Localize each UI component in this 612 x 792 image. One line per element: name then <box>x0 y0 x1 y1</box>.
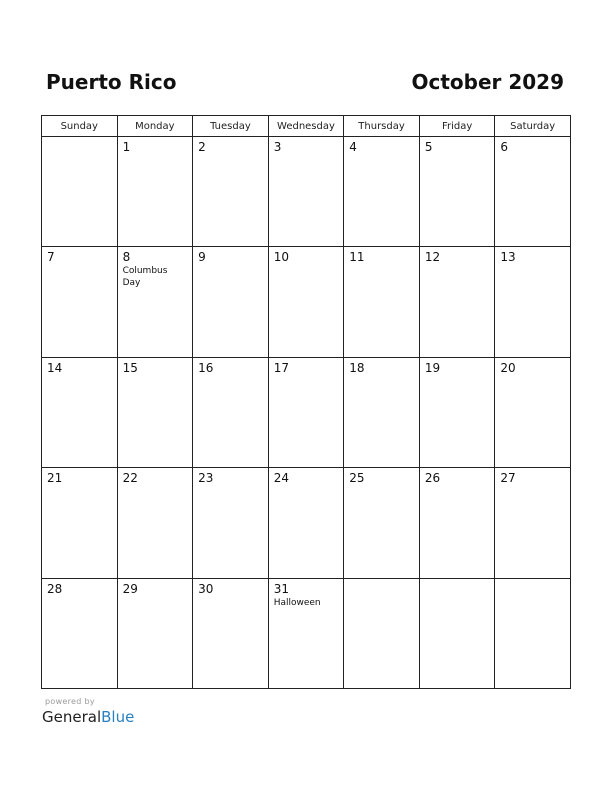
day-number: 9 <box>198 250 206 265</box>
day-number: 15 <box>122 360 138 375</box>
day-number: 5 <box>424 140 433 154</box>
weekday-header: Thursday <box>344 116 420 137</box>
day-cell <box>495 578 571 688</box>
day-cell <box>42 578 118 688</box>
day-cell <box>193 137 269 247</box>
day-cell <box>344 357 420 467</box>
weekday-header: Tuesday <box>193 116 269 137</box>
day-number: 4 <box>349 140 357 154</box>
day-cell <box>193 578 269 688</box>
day-number: 6 <box>500 140 509 154</box>
day-cell <box>268 468 344 578</box>
brand-blue-text: Blue <box>101 708 135 726</box>
day-cell <box>344 578 420 688</box>
day-number: 28 <box>47 581 63 596</box>
day-number: 20 <box>500 360 516 375</box>
brand-general-text: General <box>42 708 102 726</box>
day-number: 13 <box>500 250 516 265</box>
generalblue-logo[interactable] <box>42 708 134 726</box>
day-number: 16 <box>198 360 214 375</box>
day-cell <box>42 357 118 467</box>
powered-by-text: powered by <box>45 697 95 706</box>
day-number: 19 <box>424 360 441 375</box>
weekday-header: Wednesday <box>268 116 344 137</box>
day-number: 22 <box>122 471 138 486</box>
month-title: October 2029 <box>411 70 564 94</box>
calendar-header <box>41 70 571 100</box>
week-row <box>42 137 571 247</box>
week-row <box>42 468 571 578</box>
day-cell <box>419 357 495 467</box>
day-cell <box>495 137 571 247</box>
day-number: 29 <box>122 581 138 596</box>
day-cell <box>117 357 193 467</box>
week-row <box>42 578 571 688</box>
weekday-header: Monday <box>117 116 193 137</box>
holiday-label: Halloween <box>273 597 321 608</box>
day-cell <box>344 468 420 578</box>
day-cell <box>268 137 344 247</box>
day-number: 25 <box>349 471 365 486</box>
day-cell <box>193 468 269 578</box>
week-row <box>42 247 571 357</box>
day-number: 14 <box>47 360 63 375</box>
day-cell <box>117 247 193 357</box>
day-cell <box>495 468 571 578</box>
weekday-header: Saturday <box>495 116 571 137</box>
day-number: 26 <box>424 471 441 486</box>
day-cell <box>117 468 193 578</box>
weekday-header: Sunday <box>42 116 118 137</box>
day-cell <box>419 137 495 247</box>
day-number: 1 <box>122 140 131 154</box>
day-number: 12 <box>424 250 441 265</box>
day-cell <box>193 247 269 357</box>
footer-branding <box>42 697 182 731</box>
holiday-label: Columbus Day <box>122 266 168 289</box>
day-cell <box>42 137 118 247</box>
day-number: 31 <box>273 581 289 596</box>
day-number: 2 <box>198 140 206 154</box>
day-cell <box>117 137 193 247</box>
week-row <box>42 357 571 467</box>
day-cell <box>495 247 571 357</box>
day-number: 21 <box>47 471 63 486</box>
day-number: 10 <box>273 250 289 265</box>
day-number: 23 <box>198 471 214 486</box>
day-cell <box>268 357 344 467</box>
day-number: 30 <box>198 581 214 596</box>
day-number: 7 <box>47 250 55 265</box>
weekday-header-row <box>42 116 571 137</box>
day-cell <box>419 247 495 357</box>
weekday-header: Friday <box>419 116 495 137</box>
day-cell <box>344 137 420 247</box>
day-cell <box>495 357 571 467</box>
day-cell <box>268 578 344 688</box>
region-title: Puerto Rico <box>46 70 177 94</box>
day-number: 27 <box>500 471 516 486</box>
day-cell <box>268 247 344 357</box>
day-cell <box>117 578 193 688</box>
day-cell <box>419 468 495 578</box>
day-number: 24 <box>273 471 289 486</box>
day-number: 17 <box>273 360 289 375</box>
day-number: 11 <box>349 250 365 265</box>
day-cell <box>42 468 118 578</box>
day-number: 18 <box>349 360 365 375</box>
month-calendar-grid <box>41 115 571 689</box>
day-number: 8 <box>122 250 131 265</box>
day-cell <box>419 578 495 688</box>
day-number: 3 <box>273 140 282 154</box>
day-cell <box>344 247 420 357</box>
day-cell <box>193 357 269 467</box>
day-cell <box>42 247 118 357</box>
